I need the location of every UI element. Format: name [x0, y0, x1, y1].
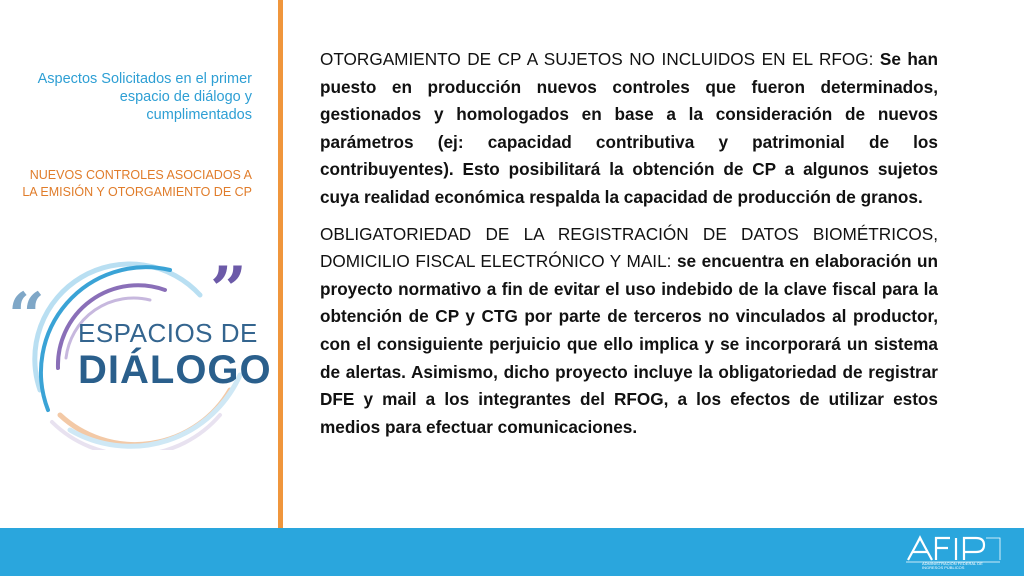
svg-text:“: “ [8, 279, 45, 354]
sidebar [0, 0, 272, 528]
paragraph-body: se encuentra en elaboración un proyecto normativo a fin de evitar el uso indebido de la clave fiscal para la obtención de CP y CTG por parte de terceros no vinculados al productor, con el consiguiente perjuicio que ello implica y se incorporará un sistema de alertas. Asimismo, dicho proyecto incluye la obligatoriedad de registrar DFE y mail a los integrantes del RFOG, a los efectos de utilizar estos medios para efectuar comunicaciones. [320, 251, 939, 437]
paragraph-biometricos [320, 221, 938, 442]
espacios-de-dialogo-logo [0, 240, 272, 450]
svg-text:”: ” [210, 253, 247, 328]
sidebar-subtitle: NUEVOS CONTROLES ASOCIADOS A LA EMISIÓN Y OTORGAMIENTO DE CP [22, 168, 252, 199]
paragraph-rfog [320, 46, 938, 212]
paragraph-lead: OBLIGATORIEDAD DE LA REGISTRACIÓN DE DATOS BIOMÉTRICOS, DOMICILIO FISCAL ELECTRÓNICO Y MAIL: [320, 223, 938, 272]
footer-bar [0, 528, 1024, 576]
logo-line1: ESPACIOS DE [78, 318, 258, 348]
sidebar-title: Aspectos Solicitados en el primer espacio de diálogo y cumplimentados [37, 71, 252, 123]
vertical-divider [278, 0, 283, 528]
afip-caption: ADMINISTRACIÓN FEDERAL DE INGRESOS PÚBLICOS [922, 561, 983, 570]
paragraph-lead: OTORGAMIENTO DE CP A SUJETOS NO INCLUIDOS EN EL RFOG: [320, 49, 880, 69]
main-content [320, 46, 938, 450]
paragraph-body: Se han puesto en producción nuevos controles que fueron determinados, gestionados y homologados en base a la consideración de nuevos parámetros (ej: capacidad contributiva y patrimonial de los contribuyentes). Esto posibilitará la obtención de CP a algunos sujetos cuya realidad económica respalda la capacidad de producción de granos. [320, 49, 938, 207]
logo-line2: DIÁLOGO [78, 348, 272, 392]
